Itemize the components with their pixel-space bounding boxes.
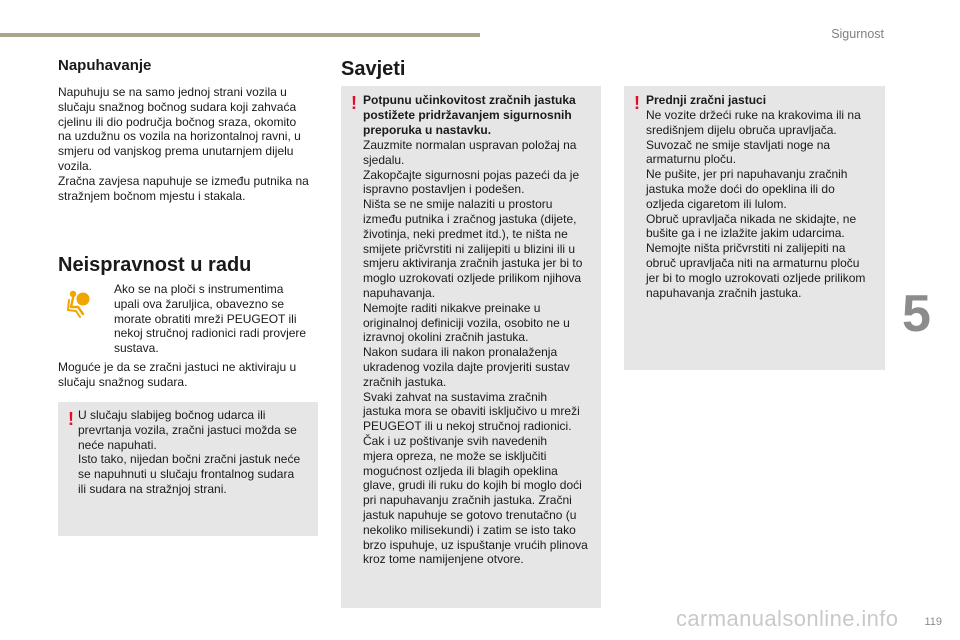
inflation-heading: Napuhavanje	[58, 57, 152, 74]
advice-box-front-airbags-title: Prednji zračni jastuci	[646, 93, 767, 107]
inflation-text: Napuhuju se na samo jednoj strani vozila u slučaju snažnog bočnog sudara koji zahvaća cjelinu ili dio područja bočnog sraza, okomito na uzdužnu os vozila na horizontalnoj ravni, u smjeru od vanjskog prema unutarnjem dijelu vozila. Zračna zavjesa napuhuje se između putnika na stražnjem bočnom mjestu i stakala.	[58, 85, 309, 203]
advice-box-general-title: Potpunu učinkovitost zračnih jastuka postižete pridržavanjem sigurnosnih preporuka u nastavku.	[363, 93, 576, 137]
warning-mark-icon: !	[351, 93, 357, 113]
malfunction-icon-text: Ako se na ploči s instrumentima upali ova žaruljica, obavezno se morate obratiti mreži PEUGEOT ili nekoj stručnoj radionici radi provjere sustava.	[114, 282, 307, 356]
watermark: carmanualsonline.info	[676, 606, 899, 631]
section-title: Sigurnost	[831, 27, 884, 41]
warning-mark-icon: !	[68, 409, 74, 429]
page-number: 119	[924, 616, 942, 628]
advice-box-general	[341, 86, 601, 608]
chapter-number: 5	[902, 285, 931, 343]
header-rule	[0, 33, 480, 37]
advice-box-general-text: Zauzmite normalan uspravan položaj na sjedalu. Zakopčajte sigurnosni pojas pazeći da je ispravno postavljen i podešen. Ništa se ne smije nalaziti u prostoru između putnika i zračnog jastuka (dijete, životinja, neki predmet itd.), te ništa ne smijete pričvrstiti ni zalijepiti u blizini ili u smjeru aktiviranja zračnih jastuka jer bi to moglo uzrokovati ozljede prilikom njihova napuhavanja. Nemojte raditi nikakve preinake u originalnoj definiciji vozila, osobito ne u izravnoj okolini zračnih jastuka. Nakon sudara ili nakon pronalaženja ukradenog vozila dajte provjeriti sustav zračnih jastuka. Svaki zahvat na sustavima zračnih jastuka mora se obaviti isključivo u mreži PEUGEOT ili u nekoj stručnoj radionici. Čak i uz poštivanje svih navedenih mjera opreza, ne može se isključiti mogućnost ozljeda ili blagih opeklina glave, grudi ili ruku do kojih bi moglo doći pri napuhavanju zračnih jastuka. Zračni jastuk napuhuje se gotovo trenutačno (u nekoliko milisekundi) i zatim se isto tako brzo ispuhuje, uz ispuštanje vrućih plinova kroz tome namijenjene otvore.	[363, 138, 588, 567]
malfunction-text: Moguće je da se zračni jastuci ne aktiviraju u slučaju snažnog sudara.	[58, 360, 297, 389]
malfunction-note-text: U slučaju slabijeg bočnog udarca ili prevrtanja vozila, zračni jastuci možda se neće napuhati. Isto tako, nijedan bočni zračni jastuk neće se napuhnuti u slučaju frontalnog sudara ili sudara na stražnjoj strani.	[78, 408, 301, 496]
malfunction-heading: Neispravnost u radu	[58, 254, 252, 276]
malfunction-note-box	[58, 402, 318, 536]
advice-box-front-airbags	[624, 86, 885, 370]
warning-mark-icon: !	[634, 93, 640, 113]
advice-box-front-airbags-text: Ne vozite držeći ruke na krakovima ili na središnjem dijelu obruča upravljača. Suvozač ne smije stavljati noge na armaturnu ploču. Ne pušite, jer pri napuhavanju zračnih jastuka može doći do opeklina ili do ozljeda cigaretom ili lulom. Obruč upravljača nikada ne skidajte, ne bušite ga i ne izlažite jakim udarcima. Nemojte ništa pričvrstiti ni zalijepiti na obruč upravljača niti na armaturnu ploču jer bi to moglo uzrokovati ozljede prilikom napuhavanja zračnih jastuka.	[646, 108, 866, 300]
advice-heading: Savjeti	[341, 58, 406, 80]
airbag-warning-light-icon	[64, 289, 98, 319]
